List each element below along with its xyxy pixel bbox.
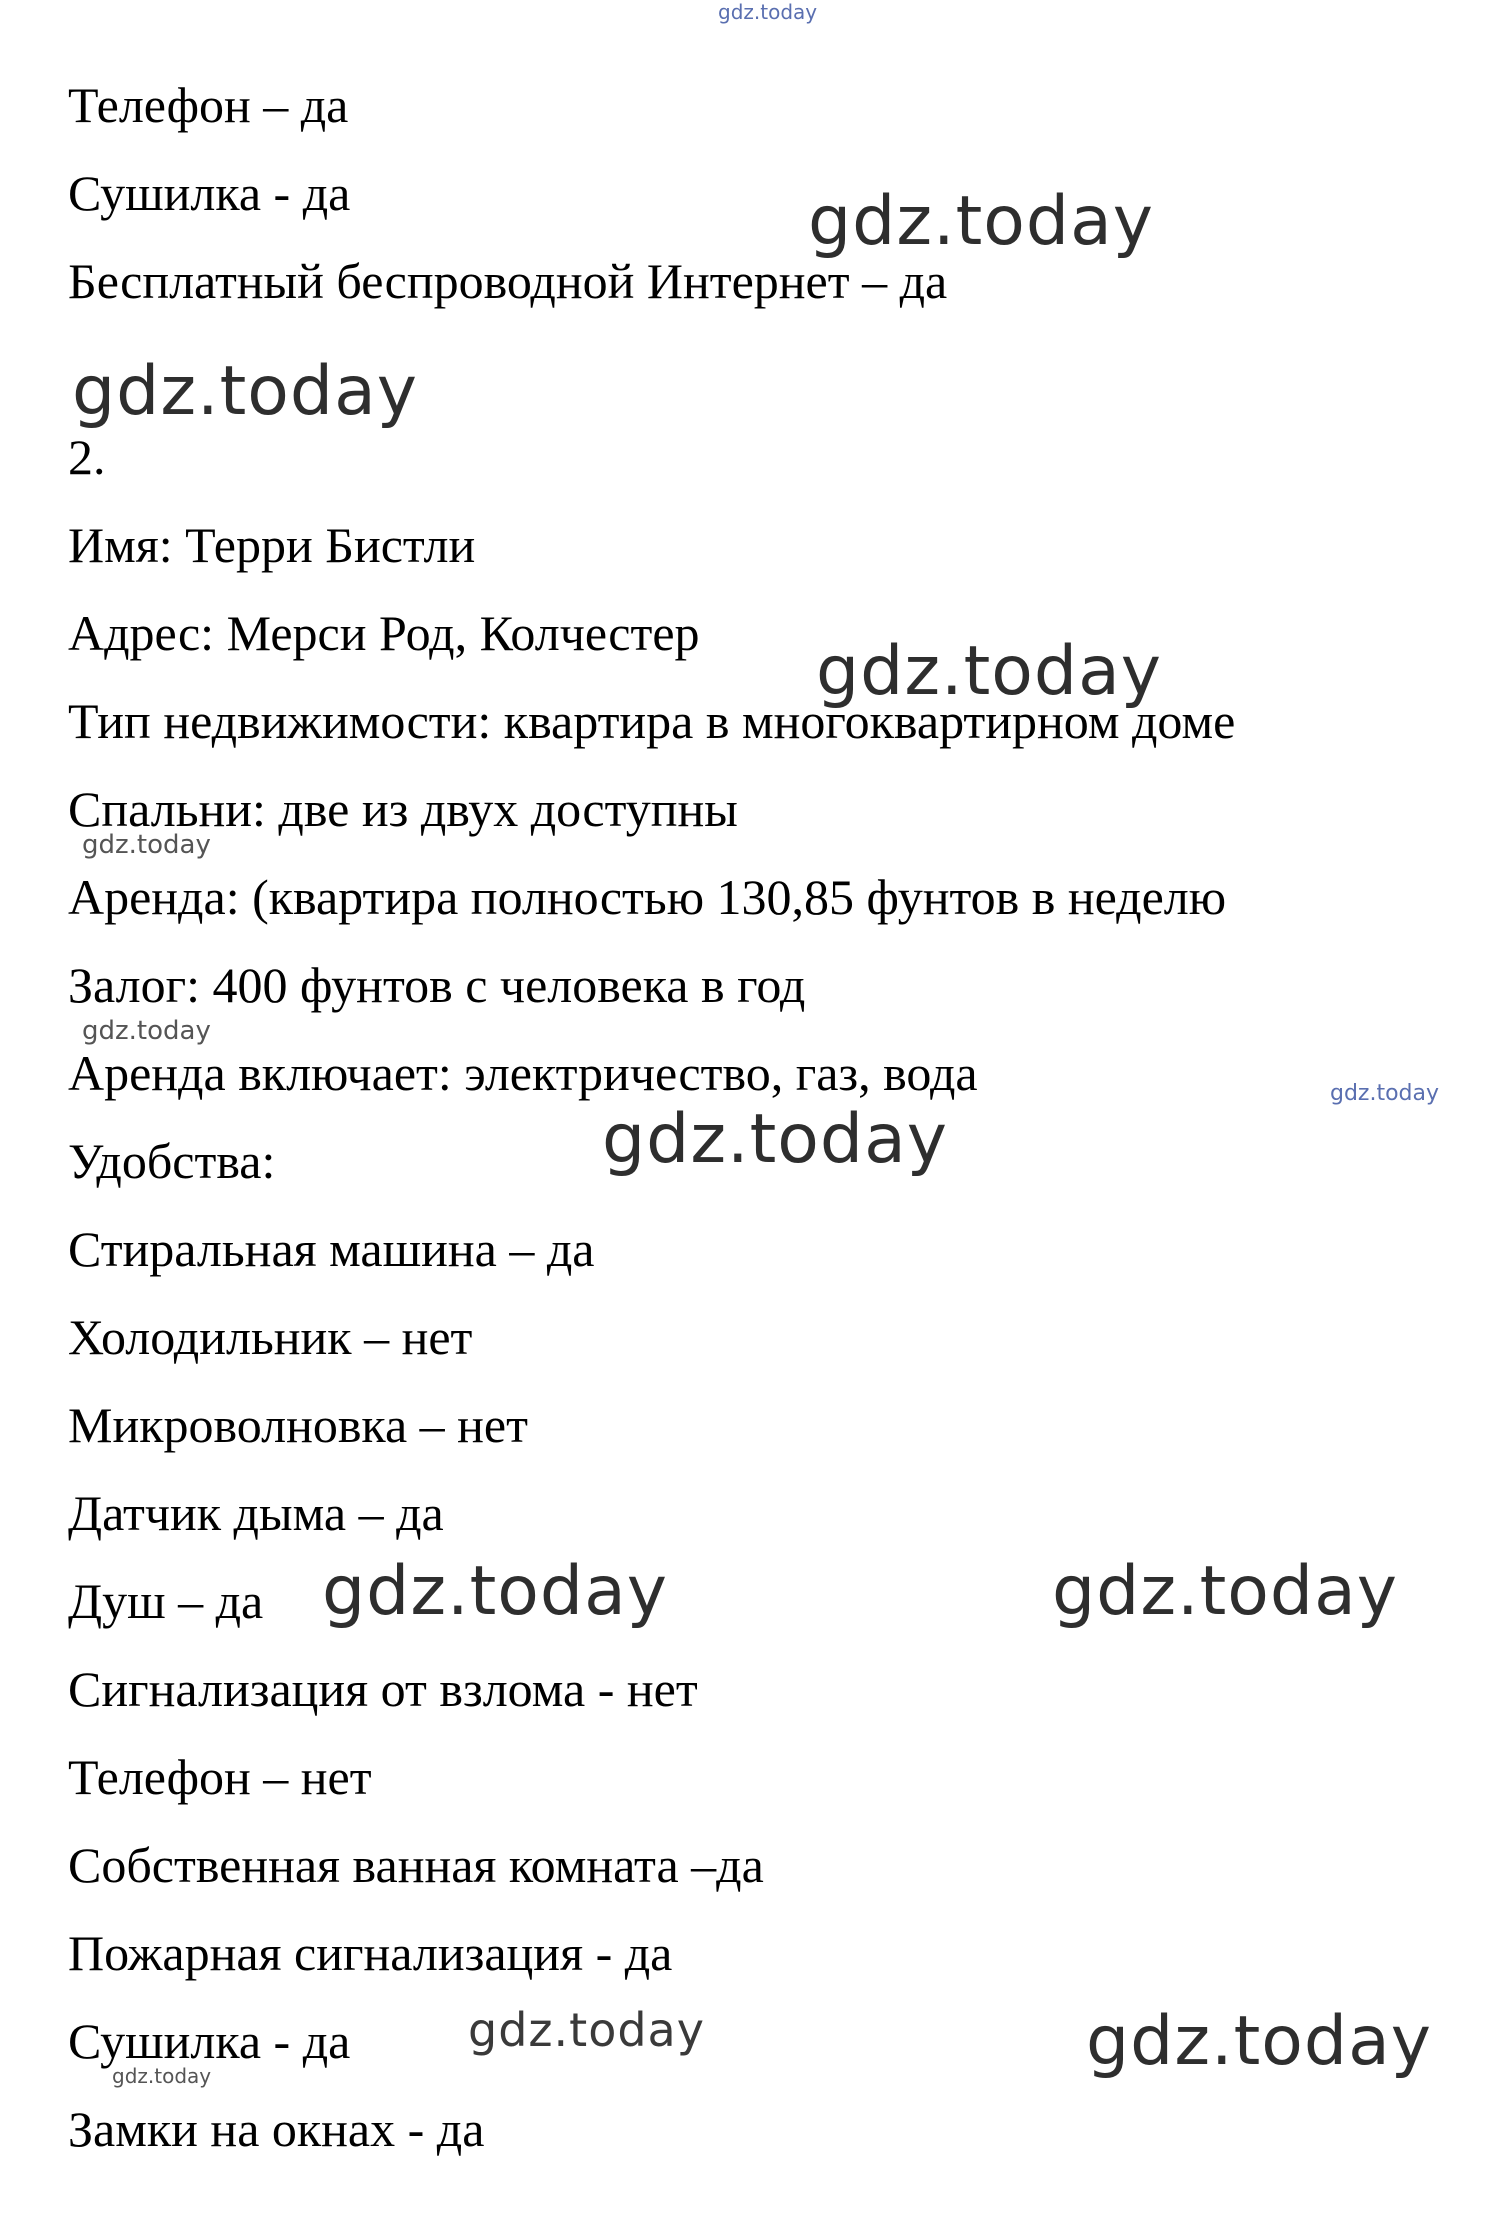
text-line: Микроволновка – нет [68,1397,528,1453]
watermark: gdz.today [112,2064,212,2088]
text-line: Сигнализация от взлома - нет [68,1661,698,1717]
watermark: gdz.today [718,0,818,24]
text-line: Душ – да [68,1573,264,1629]
text-line: Тип недвижимости: квартира в многоквартирном доме [68,693,1236,749]
watermark: gdz.today [468,2003,705,2057]
watermark: gdz.today [72,352,418,431]
text-line: Стиральная машина – да [68,1221,595,1277]
text-line: Сушилка - да [68,2013,351,2069]
text-line: Адрес: Мерси Род, Колчестер [68,605,700,661]
watermark: gdz.today [82,1016,211,1046]
text-line: Телефон – да [68,77,349,133]
text-line: Собственная ванная комната –да [68,1837,764,1893]
text-line: Имя: Терри Бистли [68,517,476,573]
watermark: gdz.today [82,830,211,860]
watermark: gdz.today [322,1552,668,1631]
text-line: Аренда включает: электричество, газ, вода [68,1045,978,1101]
text-line: Бесплатный беспроводной Интернет – да [68,253,948,309]
text-line: Холодильник – нет [68,1309,473,1365]
watermark: gdz.today [602,1100,948,1179]
text-line: Спальни: две из двух доступны [68,781,738,837]
text-line: Сушилка - да [68,165,351,221]
text-line: Удобства: [68,1133,276,1189]
watermark: gdz.today [1052,1552,1398,1631]
text-line: Телефон – нет [68,1749,372,1805]
text-line: Пожарная сигнализация - да [68,1925,673,1981]
text-line: Замки на окнах - да [68,2101,485,2157]
section-number: 2. [68,429,106,485]
text-line: Аренда: (квартира полностью 130,85 фунтов в неделю [68,869,1227,925]
watermark: gdz.today [808,182,1154,261]
text-line: Датчик дыма – да [68,1485,444,1541]
text-line: Залог: 400 фунтов с человека в год [68,957,806,1013]
watermark: gdz.today [1086,2002,1432,2081]
watermark: gdz.today [1330,1081,1440,1106]
watermark: gdz.today [816,632,1162,711]
